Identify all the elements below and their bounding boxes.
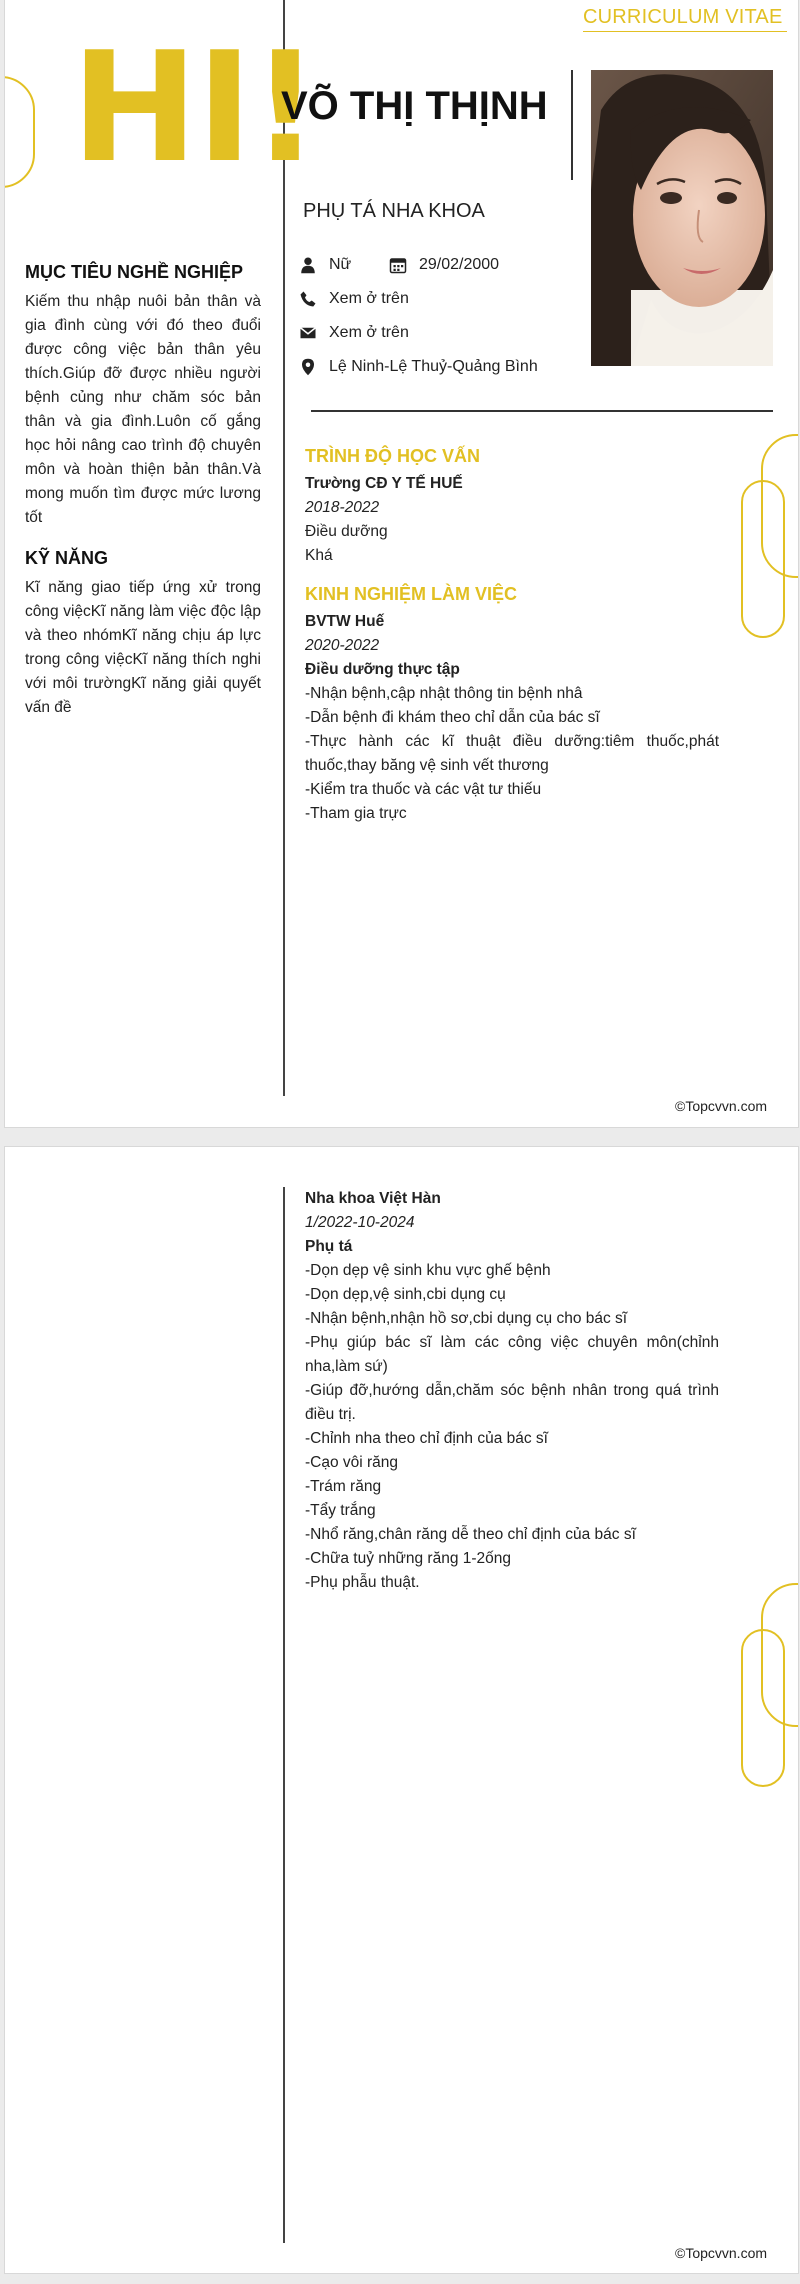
vertical-divider (283, 1187, 285, 2243)
skills-heading: KỸ NĂNG (25, 548, 109, 568)
objective-text: Kiếm thu nhập nuôi bản thân và gia đình cùng với đó theo đuổi được công việc bản thân yêu thích.Giúp đỡ được nhiều người bệnh củng như chăm sóc bản thân và gia đình.Luôn cố gắng học hỏi nâng cao trình độ chuyên môn và hoàn thiện bản thân.Và mong muốn tìm được mức lương tốt (25, 293, 261, 526)
job-duty: -Chỉnh nha theo chỉ định của bác sĩ (305, 1430, 548, 1447)
candidate-name: VÕ THỊ THỊNH (281, 84, 548, 128)
job-duty: -Tẩy trắng (305, 1502, 376, 1519)
education-block (305, 472, 719, 568)
job-duty: -Trám răng (305, 1478, 382, 1495)
education-major: Điều dưỡng (305, 523, 388, 540)
job-duty: -Nhổ răng,chân răng dễ theo chỉ định của bác sĩ (305, 1526, 636, 1543)
job-duty: -Nhận bệnh,nhận hồ sơ,cbi dụng cụ cho bác sĩ (305, 1310, 628, 1327)
job-duty: -Dẫn bệnh đi khám theo chỉ dẫn của bác sĩ (305, 709, 600, 726)
phone-icon (299, 290, 317, 308)
job-period: 2020-2022 (305, 637, 380, 654)
job-duty: -Tham gia trực (305, 805, 407, 822)
curriculum-vitae-label: CURRICULUM VITAE (583, 6, 787, 32)
job-duty: -Nhận bệnh,cập nhật thông tin bệnh nhâ (305, 685, 583, 702)
name-divider (571, 70, 573, 180)
job-company: Nha khoa Việt Hàn (305, 1190, 441, 1207)
experience-heading: KINH NGHIỆM LÀM VIỆC (305, 584, 518, 604)
address-row (299, 358, 538, 376)
cv-page-1 (4, 0, 799, 1128)
calendar-icon (389, 256, 407, 274)
gender-value: Nữ (329, 256, 352, 273)
location-pin-icon (299, 358, 317, 376)
job-duty: -Phụ giúp bác sĩ làm các công việc chuyên môn(chỉnh nha,làm sứ) (305, 1334, 719, 1375)
job-title: PHỤ TÁ NHA KHOA (303, 200, 485, 222)
job-company: BVTW Huế (305, 613, 385, 630)
cv-page-2 (4, 1146, 799, 2274)
phone-row (299, 290, 409, 308)
job-duty: -Giúp đỡ,hướng dẫn,chăm sóc bệnh nhân trong quá trình điều trị. (305, 1382, 719, 1423)
job-position: Phụ tá (305, 1238, 353, 1255)
email-value: Xem ở trên (329, 324, 409, 341)
education-school: Trường CĐ Y TẾ HUẾ (305, 475, 463, 492)
person-icon (299, 256, 317, 274)
dob-row (389, 256, 499, 274)
job-duty: -Chữa tuỷ những răng 1-2ống (305, 1550, 512, 1567)
decorative-bracket (741, 1629, 785, 1787)
gender-row (299, 256, 351, 274)
job-duty: -Phụ phẫu thuật. (305, 1574, 420, 1591)
objective-heading: MỤC TIÊU NGHỀ NGHIỆP (25, 262, 244, 282)
decorative-bracket (4, 76, 35, 188)
job-duty: -Dọn dẹp,vệ sinh,cbi dụng cụ (305, 1286, 506, 1303)
address-value: Lệ Ninh-Lệ Thuỷ-Quảng Bình (329, 358, 538, 375)
education-grade: Khá (305, 547, 333, 564)
job-position: Điều dưỡng thực tập (305, 661, 460, 678)
dob-value: 29/02/2000 (419, 256, 500, 273)
header-separator (311, 410, 773, 412)
profile-photo (591, 70, 773, 366)
phone-value: Xem ở trên (329, 290, 409, 307)
hi-heading: HI! (71, 19, 319, 196)
mail-icon (299, 324, 317, 342)
job-duty: -Dọn dẹp vệ sinh khu vực ghế bệnh (305, 1262, 551, 1279)
skills-text: Kĩ năng giao tiếp ứng xử trong công việcKĩ năng làm việc độc lập và theo nhómKĩ năng chịu áp lực trong công việcKĩ năng thích nghi với môi trườngKĩ năng giải quyết vấn đề (25, 579, 261, 716)
job-duty: -Cạo vôi răng (305, 1454, 399, 1471)
education-period: 2018-2022 (305, 499, 380, 516)
job-period: 1/2022-10-2024 (305, 1214, 415, 1231)
footer-credit: ©Topcvvn.com (675, 1098, 768, 1114)
footer-credit: ©Topcvvn.com (675, 2245, 768, 2261)
experience-job-1 (305, 610, 719, 826)
job-duty: -Kiểm tra thuốc và các vật tư thiếu (305, 781, 542, 798)
job-duty: -Thực hành các kĩ thuật điều dưỡng:tiêm thuốc,phát thuốc,thay băng vệ sinh vết thương (305, 733, 719, 774)
email-row (299, 324, 409, 342)
decorative-bracket (741, 480, 785, 638)
education-heading: TRÌNH ĐỘ HỌC VẤN (305, 446, 480, 466)
experience-job-2 (305, 1187, 719, 1595)
profile-photo-image (591, 70, 773, 366)
